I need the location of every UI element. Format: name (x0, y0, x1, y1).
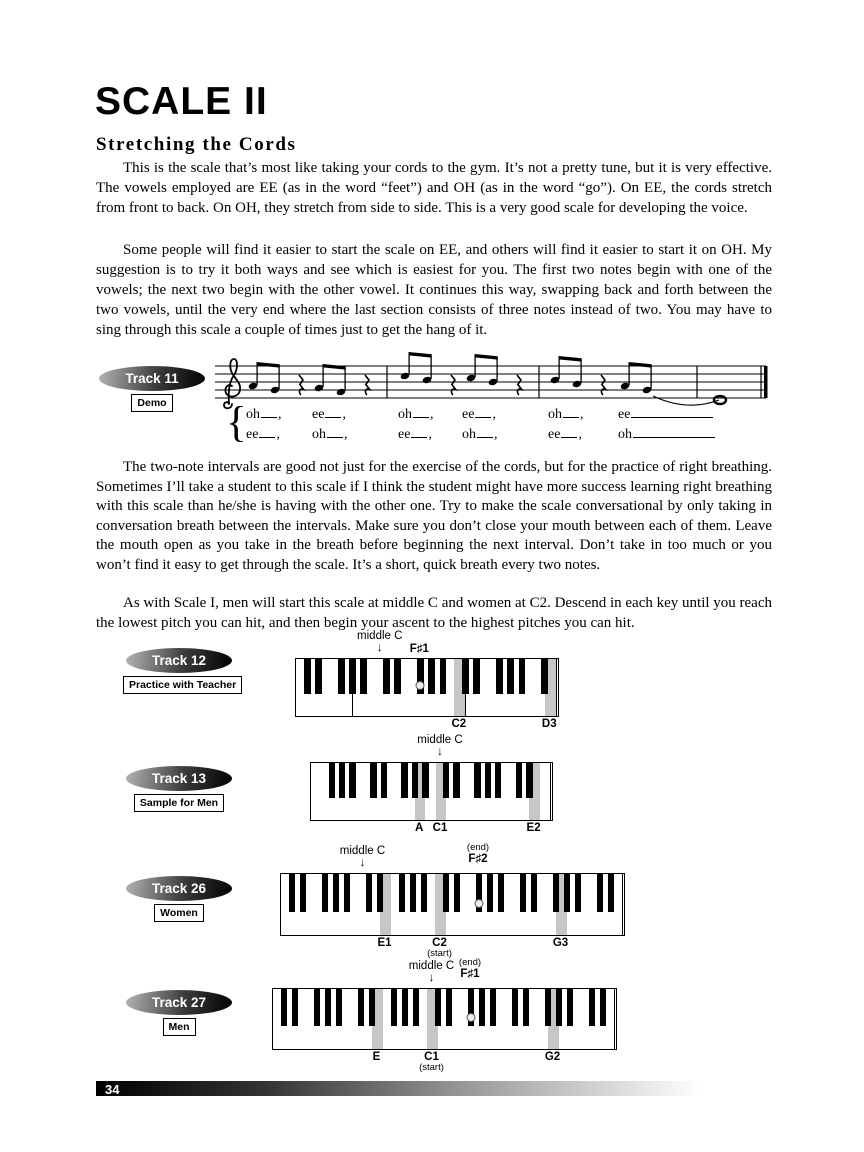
black-key (370, 763, 376, 798)
paragraph-3: The two-note intervals are good not just for the exercise of the cords, but for the practice of right breathing. Sometimes I’ll take a student to this scale if I think the student might have more success learning right breathing with this scale than he/she is having with the other one. Try to make the scale conversational by only taking in conversation breath between the intervals. Make sure you don’t close your mouth between each of them. Leave the mouth open as you take in the breath before beginning the next interval. Don’t take in too much or you won’t find it easy to get through the scale. It’s a short, quick breath every two notes. (96, 459, 772, 573)
note-name: C1 (424, 1051, 439, 1063)
lyric-syllable: ee (618, 406, 714, 423)
note-name: middle C (417, 734, 463, 746)
lyric-extender-line (475, 406, 491, 418)
note-name: E1 (377, 937, 392, 949)
keyboard-note-label (433, 843, 523, 865)
black-key (516, 763, 522, 798)
black-key (349, 763, 355, 798)
black-key (545, 989, 552, 1026)
white-key (540, 763, 551, 820)
down-arrow-icon: ↓ (359, 855, 366, 869)
track-badge (96, 366, 208, 412)
lyric-syllable: oh , (548, 407, 584, 422)
keyboard-note-label (387, 1051, 477, 1073)
black-key (421, 874, 428, 912)
black-key (462, 659, 469, 694)
piano-keyboard (295, 658, 559, 717)
black-key (507, 659, 514, 694)
lyric-extender-line (261, 406, 277, 418)
black-key (360, 659, 367, 694)
black-key (435, 989, 442, 1026)
track-badge (123, 876, 235, 922)
lyric-syllable: ee , (398, 427, 432, 442)
lyric-extender-line (327, 426, 343, 438)
black-key (300, 874, 307, 912)
black-key (553, 874, 560, 912)
lyric-extender-line (561, 426, 577, 438)
page-footer-bar (96, 1081, 768, 1096)
black-key (446, 989, 453, 1026)
track-badge-sublabel: Demo (131, 394, 172, 412)
piano-keyboard (310, 762, 553, 821)
lyric-syllable: ee , (246, 427, 280, 442)
black-key (412, 763, 418, 798)
black-key (453, 763, 459, 798)
lyric-syllable: oh , (462, 427, 498, 442)
black-key (443, 763, 449, 798)
track-badge (123, 766, 235, 812)
lyric-extender-line (259, 426, 275, 438)
lyric-extender-line (477, 426, 493, 438)
down-arrow-icon: ↓ (437, 744, 443, 758)
lyric-syllable: oh (618, 426, 716, 443)
black-key (381, 763, 387, 798)
black-key (399, 874, 406, 912)
black-key (523, 989, 530, 1026)
black-key (402, 989, 409, 1026)
note-name: middle C (408, 960, 455, 972)
black-key (474, 763, 480, 798)
black-key (512, 989, 519, 1026)
note-name: F♯1 (409, 643, 429, 655)
black-key (349, 659, 356, 694)
note-name: C2 (432, 937, 447, 949)
black-key (401, 763, 407, 798)
black-key (281, 989, 288, 1026)
keyboard-note-label (414, 718, 504, 730)
black-key (526, 763, 532, 798)
black-key (413, 989, 420, 1026)
end-label: (end) (458, 957, 482, 968)
note-name: C1 (432, 822, 448, 834)
keyboard-note-label (395, 734, 485, 756)
black-key (325, 989, 332, 1026)
page-number: 34 (105, 1082, 120, 1097)
black-key (485, 763, 491, 798)
black-key (289, 874, 296, 912)
track-badge (123, 648, 235, 694)
track-badge-sublabel: Practice with Teacher (123, 676, 242, 694)
black-key (597, 874, 604, 912)
keyboard-note-label (395, 822, 485, 834)
lyric-extender-line (633, 426, 715, 438)
lyrics-brace: { (226, 399, 247, 446)
track-badge-title: Track 11 (99, 366, 205, 391)
black-key (344, 874, 351, 912)
black-key (383, 659, 390, 694)
note-name: E2 (526, 822, 541, 834)
paragraph-2: Some people will find it easier to start the scale on EE, and others will find it easier to start it on OH. My suggestion is to try it both ways and see which is easiest for you. The first two notes begin with one of the vowels; the next two begin with the other vowel. It continues this way, swapping back and forth between the two vowels, until the very end where the last section consists of three notes instead of two. You may have to sing through this scale a couple of times just to get the hang of it. (96, 242, 772, 338)
black-key (304, 659, 311, 694)
keyboard-note-label (395, 937, 485, 959)
lyric-syllable: oh , (246, 407, 282, 422)
note-name: A (415, 822, 424, 834)
down-arrow-icon: ↓ (428, 970, 435, 984)
black-key (339, 763, 345, 798)
black-key (440, 659, 447, 694)
black-key (473, 659, 480, 694)
lyrics-row (213, 406, 771, 424)
key-position-marker (466, 1013, 475, 1022)
black-key (410, 874, 417, 912)
black-key (600, 989, 607, 1026)
black-key (417, 659, 424, 694)
black-key (490, 989, 497, 1026)
black-key (476, 874, 483, 912)
note-name: middle C (357, 630, 403, 642)
keyboard-note-label (489, 822, 579, 834)
track-badge-sublabel: Men (163, 1018, 196, 1036)
track-badge-sublabel: Sample for Men (134, 794, 224, 812)
black-key (608, 874, 615, 912)
black-key (531, 874, 538, 912)
black-key (358, 989, 365, 1026)
lyric-syllable: oh , (312, 427, 348, 442)
black-key (589, 989, 596, 1026)
keyboard-note-label (374, 643, 464, 655)
black-key (428, 659, 435, 694)
track-badge (123, 990, 235, 1036)
black-key (377, 874, 384, 912)
black-key (498, 874, 505, 912)
start-label: (start) (427, 948, 452, 959)
note-name: G3 (552, 937, 569, 949)
black-key (336, 989, 343, 1026)
black-key (487, 874, 494, 912)
note-name: F♯1 (460, 968, 480, 980)
black-key (454, 874, 461, 912)
black-key (564, 874, 571, 912)
black-key (315, 659, 322, 694)
note-name: F♯2 (468, 853, 488, 865)
black-key (369, 989, 376, 1026)
down-arrow-icon: ↓ (376, 640, 383, 654)
black-key (468, 989, 475, 1026)
black-key (567, 989, 574, 1026)
lyrics-row (213, 426, 771, 444)
note-name: C2 (451, 718, 467, 730)
piano-keyboard (272, 988, 617, 1050)
note-name: E (372, 1051, 381, 1063)
track-badge-title: Track 13 (126, 766, 232, 791)
piano-keyboard (280, 873, 625, 936)
track-badge-title: Track 12 (126, 648, 232, 673)
keyboard-note-label (508, 1051, 598, 1063)
note-name: D3 (541, 718, 557, 730)
black-key (519, 659, 526, 694)
black-key (391, 989, 398, 1026)
lyric-syllable: ee , (548, 427, 582, 442)
black-key (329, 763, 335, 798)
keyboard-note-label (318, 845, 408, 867)
black-key (422, 763, 428, 798)
paragraph-1: This is the scale that’s most like taking your cords to the gym. It’s not a pretty tune, but it is very effective. The vowels employed are EE (as in the word “feet”) and OH (as in the word “go”). On EE, the cords stretch from front to back. On OH, they stretch from side to side. This is a very good scale for developing the voice. (96, 160, 772, 216)
black-key (333, 874, 340, 912)
start-label: (start) (419, 1062, 444, 1073)
black-key (366, 874, 373, 912)
black-key (338, 659, 345, 694)
black-key (495, 763, 501, 798)
lyric-extender-line (411, 426, 427, 438)
black-key (394, 659, 401, 694)
black-key (322, 874, 329, 912)
lyric-syllable: ee , (462, 407, 496, 422)
lyric-syllable: ee , (312, 407, 346, 422)
track-badge-title: Track 27 (126, 990, 232, 1015)
lyric-extender-line (325, 406, 341, 418)
black-key (443, 874, 450, 912)
black-key (292, 989, 299, 1026)
keyboard-note-label (504, 718, 594, 730)
section-subtitle: Stretching the Cords (96, 134, 297, 155)
page-title: SCALE II (95, 80, 268, 123)
track-badge-title: Track 26 (126, 876, 232, 901)
keyboard-note-label (516, 937, 606, 949)
black-key (314, 989, 321, 1026)
black-key (541, 659, 548, 694)
black-key (575, 874, 582, 912)
black-key (496, 659, 503, 694)
key-position-marker (416, 681, 425, 690)
end-label: (end) (466, 842, 490, 853)
lyric-extender-line (563, 406, 579, 418)
note-name: G2 (544, 1051, 561, 1063)
paragraph-4: As with Scale I, men will start this scale at middle C and women at C2. Descend in each key until you reach the lowest pitch you can hit, and then begin your ascent to the highest pitches you can hit. (96, 595, 772, 631)
black-key (556, 989, 563, 1026)
lyric-syllable: oh , (398, 407, 434, 422)
lyric-extender-line (413, 406, 429, 418)
track-badge-sublabel: Women (154, 904, 204, 922)
key-position-marker (474, 899, 483, 908)
keyboard-note-label (425, 958, 515, 980)
black-key (520, 874, 527, 912)
note-name: middle C (339, 845, 386, 857)
black-key (479, 989, 486, 1026)
lyric-extender-line (631, 406, 713, 418)
